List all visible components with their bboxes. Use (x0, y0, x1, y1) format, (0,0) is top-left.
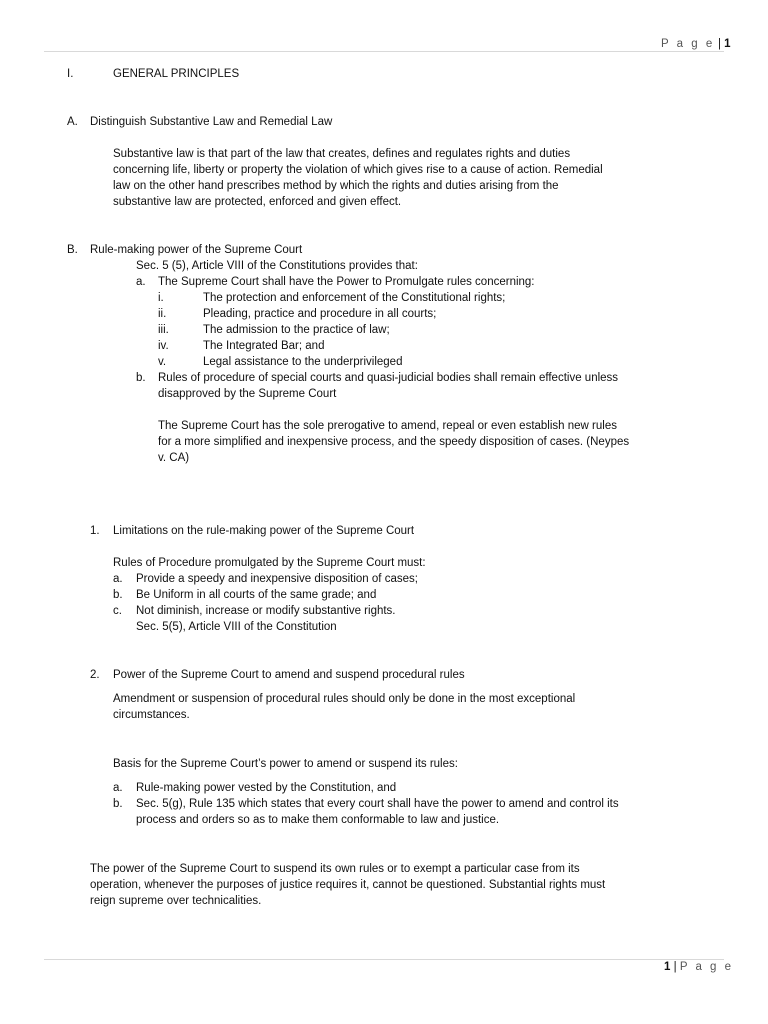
roman-item-text: The protection and enforcement of the Constitutional rights; (203, 292, 506, 304)
limitation-item-text: Provide a speedy and inexpensive disposition of cases; (136, 573, 418, 585)
basis-item-b-marker: b. (113, 798, 123, 810)
header-separator: | (717, 38, 721, 50)
closing-line: The power of the Supreme Court to suspend its own rules or to exempt a particular case from its (90, 863, 580, 875)
subsection-2-title: Power of the Supreme Court to amend and suspend procedural rules (113, 669, 465, 681)
roman-item-text: Pleading, practice and procedure in all courts; (203, 308, 437, 320)
subsection-1-intro: Rules of Procedure promulgated by the Supreme Court must: (113, 557, 426, 569)
prerogative-line: v. CA) (158, 452, 190, 464)
header-divider (44, 51, 724, 52)
closing-line: operation, whenever the purposes of justice requires it, cannot be questioned. Substantial rights must (90, 879, 606, 891)
footer-page-word: P a g e (679, 961, 734, 973)
section-b-title: Rule-making power of the Supreme Court (90, 244, 303, 256)
prerogative-line: The Supreme Court has the sole prerogative to amend, repeal or even establish new rules (158, 420, 617, 432)
section-b-intro: Sec. 5 (5), Article VIII of the Constitutions provides that: (136, 260, 418, 272)
section-a-line: substantive law are protected, enforced and given effect. (113, 196, 402, 208)
closing-line: reign supreme over technicalities. (90, 895, 262, 907)
basis-item-b-line: Sec. 5(g), Rule 135 which states that every court shall have the power to amend and control its (136, 798, 619, 810)
header-page-word: P a g e (661, 38, 715, 50)
basis-intro: Basis for the Supreme Court’s power to amend or suspend its rules: (113, 758, 458, 770)
prerogative-line: for a more simplified and inexpensive process, and the speedy disposition of cases. (Neypes (158, 436, 630, 448)
limitation-item-text: Not diminish, increase or modify substantive rights. (136, 605, 396, 617)
amendment-line: Amendment or suspension of procedural rules should only be done in the most exceptional (113, 693, 576, 705)
section-a-line: concerning life, liberty or property the violation of which gives rise to a cause of action. Remedial (113, 164, 603, 176)
section-a-line: Substantive law is that part of the law that creates, defines and regulates rights and duties (113, 148, 571, 160)
section-i-numeral: I. (67, 68, 74, 80)
roman-item-marker: iv. (158, 340, 169, 352)
subsection-1-citation: Sec. 5(5), Article VIII of the Constitution (136, 621, 337, 633)
roman-item-text: Legal assistance to the underprivileged (203, 356, 403, 368)
footer-page-number: 1 (664, 961, 671, 973)
section-b-item-a-text: The Supreme Court shall have the Power to Promulgate rules concerning: (158, 276, 535, 288)
basis-item-a-marker: a. (113, 782, 123, 794)
header-page-number: 1 (724, 38, 731, 50)
footer-divider (44, 959, 724, 960)
roman-item-marker: ii. (158, 308, 167, 320)
amendment-line: circumstances. (113, 709, 190, 721)
subsection-2-marker: 2. (90, 669, 100, 681)
limitation-item-text: Be Uniform in all courts of the same grade; and (136, 589, 377, 601)
limitation-item-marker: c. (113, 605, 122, 617)
page-header (661, 36, 731, 52)
section-i-title: GENERAL PRINCIPLES (113, 68, 240, 80)
section-a-marker: A. (67, 116, 78, 128)
page-footer (664, 959, 734, 975)
roman-item-marker: iii. (158, 324, 169, 336)
section-b-item-b-line: Rules of procedure of special courts and quasi-judicial bodies shall remain effective unless (158, 372, 619, 384)
section-b-marker: B. (67, 244, 78, 256)
section-b-item-b-marker: b. (136, 372, 146, 384)
footer-separator: | (673, 961, 677, 973)
roman-item-text: The admission to the practice of law; (203, 324, 390, 336)
section-a-title: Distinguish Substantive Law and Remedial Law (90, 116, 333, 128)
roman-item-marker: i. (158, 292, 164, 304)
basis-item-b-line: process and orders so as to make them conformable to law and justice. (136, 814, 500, 826)
limitation-item-marker: b. (113, 589, 123, 601)
roman-item-marker: v. (158, 356, 167, 368)
limitation-item-marker: a. (113, 573, 123, 585)
section-a-line: law on the other hand prescribes method by which the rights and duties arising from the (113, 180, 559, 192)
section-b-item-a-marker: a. (136, 276, 146, 288)
roman-item-text: The Integrated Bar; and (203, 340, 325, 352)
subsection-1-title: Limitations on the rule-making power of the Supreme Court (113, 525, 415, 537)
basis-item-a-text: Rule-making power vested by the Constitution, and (136, 782, 397, 794)
section-b-item-b-line: disapproved by the Supreme Court (158, 388, 337, 400)
subsection-1-marker: 1. (90, 525, 100, 537)
